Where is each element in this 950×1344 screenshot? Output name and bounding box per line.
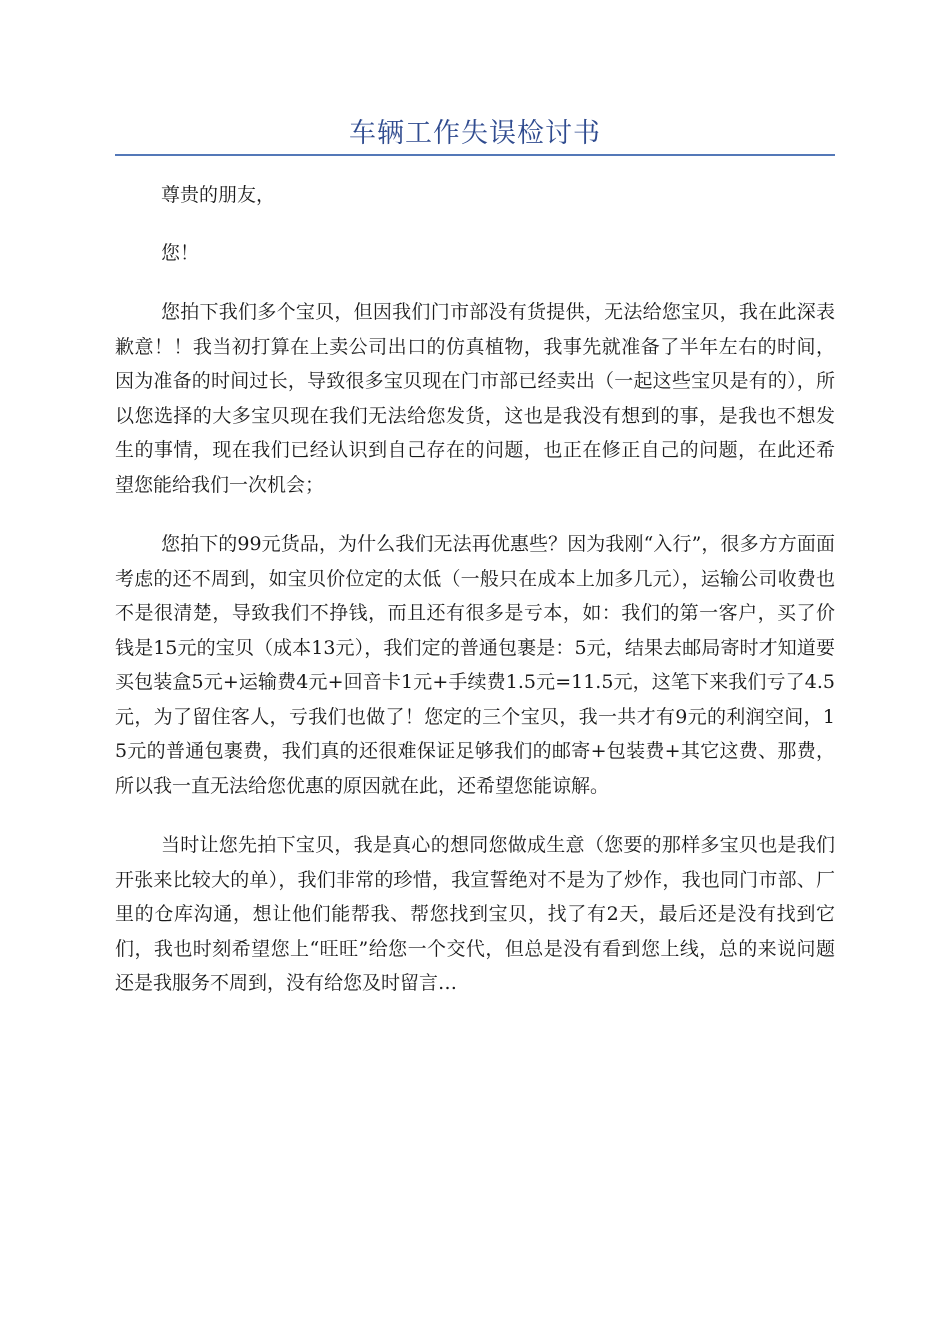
paragraph-pricing: 您拍下的99元货品，为什么我们无法再优惠些？因为我刚“入行”，很多方方面面考虑的还不周到，如宝贝价位定的太低（一般只在成本上加多几元），运输公司收费也不是很清楚，导致我们不挣钱，而且还有很多是亏本，如：我们的第一客户，买了价钱是15元的宝贝（成本13元），我们定的普通包裹是：5元，结果去邮局寄时才知道要买包装盒5元+运输费4元+回音卡1元+手续费1.5元=11.5元，这笔下来我们亏了4.5元，为了留住客人，亏我们也做了！您定的三个宝贝，我一共才有9元的利润空间，15元的普通包裹费，我们真的还很难保证足够我们的邮寄+包装费+其它这费、那费，所以我一直无法给您优惠的原因就在此，还希望您能谅解。	[115, 533, 835, 797]
paragraph-apology: 您拍下我们多个宝贝，但因我们门市部没有货提供，无法给您宝贝，我在此深表歉意！！我当初打算在上卖公司出口的仿真植物，我事先就准备了半年左右的时间，因为准备的时间过长，导致很多宝贝现在门市部已经卖出（一起这些宝贝是有的），所以您选择的大多宝贝现在我们无法给您发货，这也是我没有想到的事，是我也不想发生的事情，现在我们已经认识到自己存在的问题，也正在修正自己的问题，在此还希望您能给我们一次机会；	[115, 301, 835, 496]
document-body	[115, 178, 835, 1001]
salutation: 尊贵的朋友，	[161, 184, 276, 206]
paragraph-explanation: 当时让您先拍下宝贝，我是真心的想同您做成生意（您要的那样多宝贝也是我们开张来比较大的单），我们非常的珍惜，我宣誓绝对不是为了炒作，我也同门市部、厂里的仓库沟通，想让他们能帮我、帮您找到宝贝，找了有2天，最后还是没有找到它们，我也时刻希望您上“旺旺”给您一个交代，但总是没有看到您上线，总的来说问题还是我服务不周到，没有给您及时留言…	[115, 834, 835, 994]
document-title: 车辆工作失误检讨书	[349, 118, 601, 149]
greeting: 您！	[161, 241, 200, 264]
title-underline	[115, 154, 835, 156]
